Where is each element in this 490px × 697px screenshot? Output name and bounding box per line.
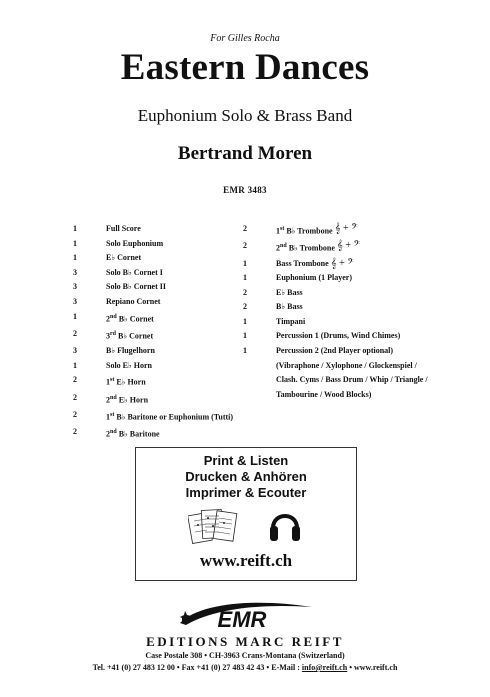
part-name: Full Score bbox=[106, 224, 141, 233]
part-name: Solo Euphonium bbox=[106, 238, 164, 248]
part-quantity: 3 bbox=[73, 267, 77, 277]
part-row-continuation bbox=[243, 359, 428, 374]
parts-list-right bbox=[243, 222, 428, 402]
print-listen-box bbox=[135, 447, 357, 581]
part-name: E♭ Bass bbox=[276, 287, 303, 297]
part-name: Percussion 2 (2nd Player optional) bbox=[276, 346, 394, 356]
part-quantity: 2 bbox=[73, 328, 77, 338]
emr-logo-text: EMR bbox=[217, 607, 267, 632]
part-quantity: 1 bbox=[243, 316, 247, 326]
part-row bbox=[73, 359, 233, 374]
clef-icon: 𝄞 + 𝄢 bbox=[336, 240, 360, 252]
part-name: 1st B♭ Baritone or Euphonium (Tutti) bbox=[106, 411, 234, 422]
part-name: B♭ Bass bbox=[276, 302, 303, 312]
part-row-continuation bbox=[243, 373, 428, 388]
part-row bbox=[73, 222, 233, 237]
part-name: Timpani bbox=[276, 316, 306, 326]
part-row bbox=[243, 222, 428, 239]
part-row bbox=[243, 329, 428, 344]
part-name: 2nd E♭ Horn bbox=[106, 394, 149, 405]
emr-logo bbox=[172, 597, 322, 635]
part-name: 2nd B♭ Cornet bbox=[106, 313, 154, 324]
part-quantity: 3 bbox=[73, 282, 77, 292]
part-row bbox=[73, 295, 233, 310]
part-name: Repiano Cornet bbox=[106, 296, 161, 306]
clef-icon: 𝄞 + 𝄢 bbox=[334, 223, 358, 234]
part-name: E♭ Cornet bbox=[106, 253, 142, 263]
catalog-number: EMR 3483 bbox=[223, 185, 267, 195]
part-name: Solo B♭ Cornet I bbox=[106, 267, 163, 277]
website-link[interactable]: www.reift.ch bbox=[199, 551, 293, 570]
promo-line-english: Print & Listen bbox=[203, 453, 289, 468]
part-name: Percussion 1 (Drums, Wind Chimes) bbox=[276, 331, 401, 341]
part-quantity: 1 bbox=[73, 360, 77, 370]
publisher-name: EDITIONS MARC REIFT bbox=[146, 634, 344, 649]
part-row bbox=[73, 280, 233, 295]
percussion-instruments: Clash. Cyms / Bass Drum / Whip / Triangle / bbox=[276, 375, 428, 385]
clef-icon: 𝄞 + 𝄢 bbox=[330, 257, 354, 269]
parts-list-left bbox=[73, 222, 233, 442]
part-name: 1st B♭ Trombone bbox=[276, 226, 333, 236]
part-row bbox=[243, 257, 428, 272]
contact-phone-fax: Tel. +41 (0) 27 483 12 00 • Fax +41 (0) 27 483 42 43 • E-Mail : bbox=[92, 663, 302, 672]
contact-website[interactable]: • www.reift.ch bbox=[347, 663, 398, 672]
publisher-address: Case Postale 308 • CH-3963 Crans-Montana (Switzerland) bbox=[145, 651, 345, 660]
part-quantity: 2 bbox=[73, 375, 77, 385]
part-quantity: 1 bbox=[73, 311, 77, 321]
part-quantity: 1 bbox=[73, 253, 77, 263]
part-row bbox=[73, 237, 233, 252]
publisher-contact bbox=[0, 663, 490, 672]
dedication: For Gilles Rocha bbox=[210, 33, 280, 44]
part-row bbox=[73, 327, 233, 344]
part-name: 3rd B♭ Cornet bbox=[106, 330, 154, 341]
part-quantity: 1 bbox=[243, 346, 247, 356]
part-row bbox=[243, 315, 428, 330]
part-row bbox=[73, 251, 233, 266]
part-row bbox=[73, 344, 233, 359]
part-quantity: 2 bbox=[243, 287, 247, 297]
quantity-spacer bbox=[243, 373, 276, 388]
page-title: Eastern Dances bbox=[120, 47, 370, 88]
part-quantity: 1 bbox=[73, 224, 77, 233]
percussion-instruments: (Vibraphone / Xylophone / Glockenspiel / bbox=[276, 360, 417, 370]
part-row-continuation bbox=[243, 388, 428, 403]
part-name: Euphonium (1 Player) bbox=[276, 273, 353, 283]
part-name: 2nd B♭ Baritone bbox=[106, 429, 160, 439]
promo-line-french: Imprimer & Ecouter bbox=[185, 485, 307, 500]
part-quantity: 3 bbox=[73, 346, 77, 356]
percussion-instruments: Tambourine / Wood Blocks) bbox=[276, 389, 372, 399]
quantity-spacer bbox=[243, 359, 276, 374]
promo-line-german: Drucken & Anhören bbox=[185, 469, 307, 484]
part-name: Solo E♭ Horn bbox=[106, 360, 153, 370]
part-name: Solo B♭ Cornet II bbox=[106, 282, 166, 292]
part-quantity: 1 bbox=[73, 238, 77, 248]
headphones-icon bbox=[268, 504, 302, 546]
part-quantity: 1 bbox=[243, 273, 247, 283]
part-quantity: 2 bbox=[243, 241, 247, 251]
part-quantity: 2 bbox=[73, 427, 77, 436]
part-row bbox=[243, 239, 428, 256]
part-quantity: 2 bbox=[243, 224, 247, 233]
part-quantity: 1 bbox=[243, 331, 247, 341]
part-row bbox=[73, 373, 233, 390]
part-quantity: 2 bbox=[73, 392, 77, 402]
part-row bbox=[243, 286, 428, 301]
part-name: 2nd B♭ Trombone bbox=[276, 243, 335, 253]
part-row bbox=[73, 391, 233, 408]
composer: Bertrand Moren bbox=[177, 143, 313, 164]
subtitle: Euphonium Solo & Brass Band bbox=[137, 106, 353, 125]
part-row bbox=[73, 425, 233, 442]
part-row bbox=[73, 310, 233, 327]
part-row bbox=[73, 266, 233, 281]
part-name: Bass Trombone bbox=[276, 258, 329, 268]
part-name: 1st E♭ Horn bbox=[106, 377, 146, 387]
part-quantity: 2 bbox=[73, 409, 77, 419]
email-link[interactable]: info@reift.ch bbox=[301, 663, 348, 672]
quantity-spacer bbox=[243, 388, 276, 403]
sheet-music-icon bbox=[188, 506, 238, 548]
part-name: B♭ Flugelhorn bbox=[106, 346, 155, 356]
part-quantity: 3 bbox=[73, 296, 77, 306]
part-row bbox=[243, 271, 428, 286]
part-row bbox=[243, 300, 428, 315]
part-row bbox=[243, 344, 428, 359]
part-row bbox=[73, 408, 233, 425]
part-quantity: 2 bbox=[243, 302, 247, 312]
part-quantity: 1 bbox=[243, 258, 247, 268]
